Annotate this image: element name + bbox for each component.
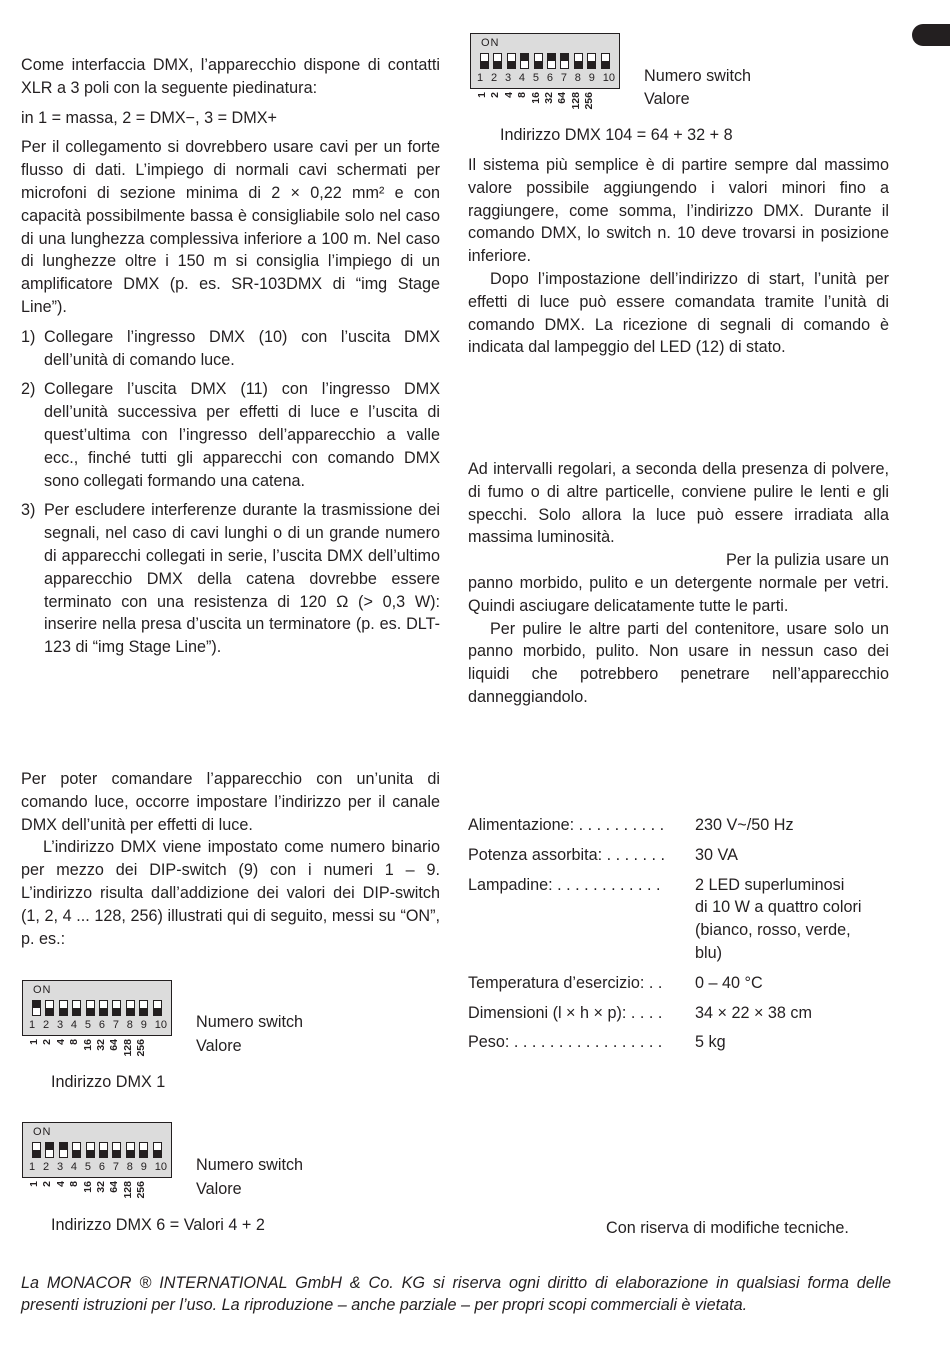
housing-cleaning-paragraph: Per pulire le altre parti del contenitore, usare solo un panno morbido, pulito. Non usare in nessun caso dei liquidi che potrebbero penetrare nell’apparecchio danneggiandolo. [468,619,889,706]
switch-value: 64 [108,1181,121,1193]
technical-changes-note: Con riserva di modifiche tecniche. [606,1219,849,1237]
table-row: Peso: . . . . . . . . . . . . . . . . . 5 kg [468,1033,726,1052]
dip-switch [99,1142,108,1158]
switch-value: 64 [108,1039,121,1051]
list-item: 3) Per escludere interferenze durante la trasmissione dei segnali, nel caso di cavi lunghi o di un grande numero di apparecchi collegati in serie, l’uscita DMX dell’ultimo apparecchio DMX della catena dovrebbe essere terminato con una resistenza di 120 Ω (> 0,3 W): inserire nella presa d’uscita un terminatore (p. es. DLT-123 di “img Stage Line”). [21,501,440,657]
specifications-table [468,814,893,1061]
dip-switch-diagram [470,33,620,110]
switch-value: 4 [54,1039,67,1045]
dip-switch [560,53,569,69]
switch-number: 7 [560,72,567,84]
switch-number: 1 [29,1019,36,1031]
switch-value: 2 [41,1039,54,1045]
dip-switch [520,53,529,69]
switch-number: 7 [112,1019,119,1031]
switch-number: 6 [98,1019,105,1031]
switch-value: 128 [121,1181,134,1199]
dip-switch-diagram [22,980,172,1057]
table-row: Temperatura d’esercizio: . . 0 – 40 °C [468,973,763,992]
dip-switch [153,1000,162,1016]
switch-value: 16 [81,1039,94,1051]
label-switch-number: Numero switch [196,1156,304,1174]
switch-value: 128 [569,92,582,110]
switch-values [477,92,617,118]
sum-method-paragraph: Il sistema più semplice è di partire sempre dal massimo valore possibile aggiungendo i valori minori fino a raggiungere, come somma, l’indirizzo DMX. Durante il comando DMX, lo switch n. 10 deve trovarsi in posizione inferiore. [468,156,889,266]
switch-number: 6 [98,1161,105,1173]
table-row: Alimentazione: . . . . . . . . . . 230 V~/50 Hz [468,816,794,834]
cleaning-column [468,458,889,709]
switch-number: 8 [126,1161,133,1173]
start-address-paragraph: Dopo l’impostazione dell’indirizzo di start, l’unità per effetti di luce può essere comandata tramite l’unità di comando DMX. La ricezione di segnali di comando è indicata dal lampeggio del LED (12) di stato. [468,269,889,357]
dip-caption: Indirizzo DMX 1 [51,1073,166,1091]
address-binary-paragraph: L’indirizzo DMX viene impostato come numero binario per mezzo dei DIP-switch (9) con i numeri 1 – 9. L’indirizzo risulta dall’addizione dei valori dei DIP-switch (1, 2, 4 ... 128, 256) illustrati qui di seguito, messi su “ON”, p. es.: [21,838,440,948]
switch-value: 64 [556,92,569,104]
switch-number: 2 [42,1161,50,1173]
switch-number: 7 [112,1161,119,1173]
dip-switch [139,1142,148,1158]
copyright-footer: La MONACOR ® INTERNATIONAL GmbH & Co. KG si riserva ogni diritto di elaborazione in qualsiasi forma delle presenti istruzioni per l’uso. La riproduzione – anche parziale – per propri scopi commerciali è vietata. [21,1274,891,1314]
dip-switch [32,1000,41,1016]
switch-value: 2 [489,92,502,98]
switch-number: 5 [532,72,539,84]
dip-switch [507,53,516,69]
table-row: Lampadine: . . . . . . . . . . . . 2 LED superluminosi di 10 W a quattro colori (bianco, rosso, verde, blu) [468,875,862,962]
dip-switch [72,1142,81,1158]
dip-switch [126,1142,135,1158]
switch-value: 1 [476,92,488,98]
switch-value: 1 [28,1181,40,1187]
switch-values [29,1181,169,1207]
dip-switch [534,53,543,69]
dip-switch [601,53,610,69]
dip-switch [574,53,583,69]
label-value: Valore [196,1180,242,1198]
dip-switch [72,1000,81,1016]
dip-switch [45,1142,54,1158]
dip-switch [587,53,596,69]
left-column-address [21,768,440,950]
switch-number: 9 [140,1019,147,1031]
switch-value: 4 [54,1181,67,1187]
switch-number: 2 [490,72,498,84]
switch-number: 3 [56,1019,64,1031]
dip-switch [45,1000,54,1016]
switch-value: 2 [41,1181,54,1187]
switch-number: 5 [84,1161,91,1173]
pin-assignment: in 1 = massa, 2 = DMX−, 3 = DMX+ [21,108,277,127]
dip-switch [86,1142,95,1158]
switch-value: 256 [135,1039,148,1057]
list-item: 1) Collegare l’ingresso DMX (10) con l’uscita DMX dell’unità di comando luce. [21,327,440,369]
dip-caption: Indirizzo DMX 6 = Valori 4 + 2 [51,1216,265,1234]
switch-value: 32 [543,92,555,104]
switch-number: 4 [70,1019,78,1031]
switch-number: 1 [29,1161,36,1173]
switch-number: 4 [70,1161,78,1173]
cleaning-paragraph: Ad intervalli regolari, a seconda della presenza di polvere, di fumo o di altre particelle, conviene pulire le lenti e gli specchi. Solo allora la luce può essere irradiata alla massima luminosità. [468,460,889,547]
switch-value: 1 [28,1039,40,1045]
switch-number: 8 [126,1019,133,1031]
dip-switch [480,53,489,69]
list-item: 2) Collegare l’uscita DMX (11) con l’ingresso DMX dell’unità successiva per effetti di luce e l’uscita di quest’ultima con l’ingresso dell’apparecchio a valle ecc., finché tutti gli apparecchi con comando DMX sono collegati formando una catena. [21,380,440,490]
dip-switch [547,53,556,69]
switch-value: 8 [68,1039,81,1045]
table-row: Dimensioni (l × h × p): . . . . 34 × 22 × 38 cm [468,1003,812,1022]
switch-value: 16 [81,1181,94,1193]
switch-value: 256 [583,92,596,110]
switch-numbers [477,71,615,85]
switch-numbers [29,1018,167,1032]
connection-steps [21,326,440,659]
address-intro-paragraph: Per poter comandare l’apparecchio con un’unita di comando luce, occorre impostare l’indirizzo per il canale DMX dell’unità per effetti di luce. [21,770,440,834]
dip-switch [99,1000,108,1016]
switch-value: 4 [502,92,515,98]
dip-switch [112,1000,121,1016]
dip-switch [86,1000,95,1016]
switch-number: 9 [140,1161,147,1173]
switch-number: 10 [602,72,615,84]
on-label: ON [481,37,500,49]
switch-value: 32 [95,1181,107,1193]
dip-switch [59,1142,68,1158]
label-value: Valore [644,90,690,108]
switch-number: 4 [518,72,526,84]
switch-number: 2 [42,1019,50,1031]
dip-switch [126,1000,135,1016]
switch-number: 1 [477,72,484,84]
on-label: ON [33,1126,52,1138]
label-switch-number: Numero switch [196,1013,304,1031]
switch-value: 8 [68,1181,81,1187]
right-column [468,154,889,359]
switch-number: 9 [588,72,595,84]
switch-value: 256 [135,1181,148,1199]
switch-value: 16 [529,92,542,104]
switch-number: 8 [574,72,581,84]
dmx-interface-paragraph: Come interfaccia DMX, l’apparecchio dispone di contatti XLR a 3 poli con la seguente piedinatura: [21,56,440,97]
dip-switch [153,1142,162,1158]
switch-values [29,1039,169,1065]
switch-number: 3 [56,1161,64,1173]
left-column [21,54,440,666]
label-value: Valore [196,1037,242,1055]
dip-switch [139,1000,148,1016]
switch-number: 6 [546,72,553,84]
language-tab-marker [912,24,950,46]
switch-numbers [29,1160,167,1174]
dip-switch [59,1000,68,1016]
cleaning-method-paragraph: Per la pulizia usare un panno morbido, pulito e un detergente normale per vetri. Quindi asciugare delicatamente tutte le parti. [468,551,889,615]
switch-value: 8 [516,92,529,98]
switch-value: 32 [95,1039,107,1051]
table-row: Potenza assorbita: . . . . . . . 30 VA [468,845,738,864]
switch-number: 10 [154,1161,167,1173]
dip-switch [32,1142,41,1158]
label-switch-number: Numero switch [644,67,752,85]
dip-switch [112,1142,121,1158]
on-label: ON [33,984,52,996]
cable-paragraph: Per il collegamento si dovrebbero usare cavi per un forte flusso di dati. L’impiego di normali cavi schermati per microfoni di sezione minima di 2 × 0,22 mm² e con capacità possibilmente bassa è consigliabile solo nel caso di una lunghezza complessiva inferiore a 100 m. Nel caso di lunghezze oltre i 150 m si consiglia l’impiego di un amplificatore DMX (p. es. SR-103DMX di “img Stage Line”). [21,138,440,316]
switch-value: 128 [121,1039,134,1057]
switch-number: 5 [84,1019,91,1031]
switch-number: 10 [154,1019,167,1031]
switch-number: 3 [504,72,512,84]
dip-switch-diagram [22,1122,172,1199]
dip-caption: Indirizzo DMX 104 = 64 + 32 + 8 [500,126,733,144]
dip-switch [493,53,502,69]
